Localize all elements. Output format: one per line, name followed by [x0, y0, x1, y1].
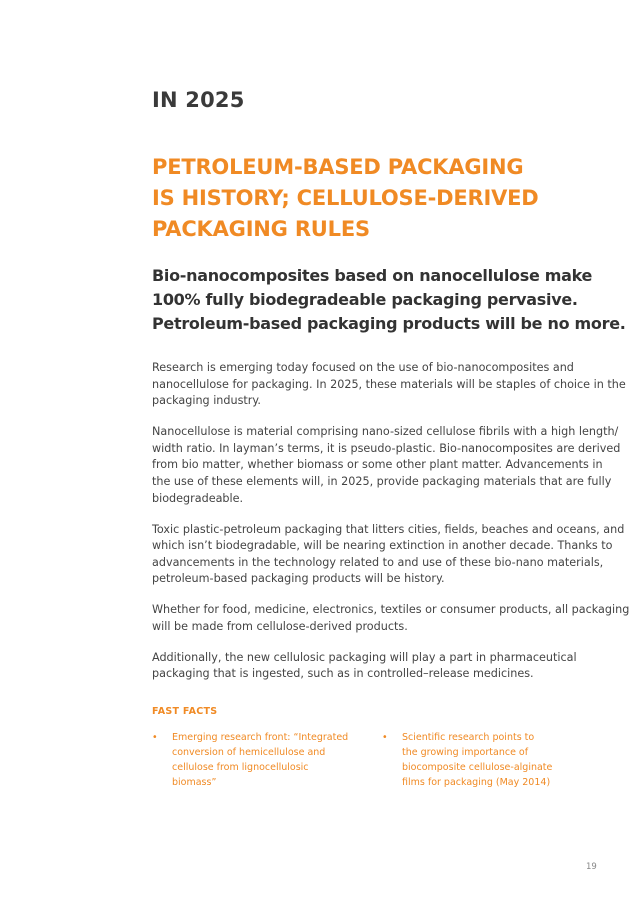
paragraph-line: which isn’t biodegradable, will be nearing extinction in another decade. Thanks to: [152, 539, 613, 553]
fast-fact-line: films for packaging (May 2014): [402, 777, 551, 788]
fast-fact-line: conversion of hemicellulose and: [172, 747, 326, 758]
fast-fact-text: [402, 730, 592, 790]
page-number: 19: [586, 862, 597, 872]
fast-fact-text: [172, 730, 362, 790]
paragraph-line: the use of these elements will, in 2025, provide packaging materials that are fully: [152, 474, 612, 488]
paragraph: [152, 602, 630, 635]
subheading-line: Bio-nanocomposites based on nanocellulose make: [152, 266, 593, 285]
fast-fact-line: cellulose from lignocellulosic: [172, 762, 309, 773]
headline-line: PACKAGING RULES: [152, 217, 370, 241]
paragraph-line: advancements in the technology related to and use of these bio-nano materials,: [152, 555, 604, 569]
fast-fact-line: Emerging research front: “Integrated: [172, 732, 349, 743]
paragraph-line: from bio matter, whether biomass or some other plant matter. Advancements in: [152, 458, 603, 472]
subheading-line: Petroleum-based packaging products will be no more.: [152, 314, 626, 333]
paragraph-line: packaging industry.: [152, 394, 261, 408]
paragraph-line: width ratio. In layman’s terms, it is pseudo-plastic. Bio-nanocomposites are derived: [152, 441, 621, 455]
year-heading: IN 2025: [152, 88, 245, 112]
headline-line: IS HISTORY; CELLULOSE-DERIVED: [152, 186, 539, 210]
paragraph-line: Additionally, the new cellulosic packaging will play a part in pharmaceutical: [152, 650, 577, 664]
fast-fact-line: biocomposite cellulose-alginate: [402, 762, 553, 773]
headline: [152, 152, 612, 245]
paragraph: [152, 360, 626, 410]
paragraph-line: biodegradeable.: [152, 491, 244, 505]
paragraph: [152, 424, 621, 507]
paragraph-line: Toxic plastic-petroleum packaging that litters cities, fields, beaches and oceans, and: [152, 522, 625, 536]
bullet-icon: •: [152, 732, 158, 743]
fast-fact-line: biomass”: [172, 777, 217, 788]
paragraph-line: Nanocellulose is material comprising nano-sized cellulose fibrils with a high length/: [152, 425, 619, 439]
subheading-line: 100% fully biodegradeable packaging pervasive.: [152, 290, 578, 309]
headline-line: PETROLEUM-BASED PACKAGING: [152, 155, 524, 179]
subheading: [152, 264, 626, 336]
paragraph-line: packaging that is ingested, such as in controlled–release medicines.: [152, 667, 534, 681]
bullet-icon: •: [382, 732, 388, 743]
fast-facts-title: FAST FACTS: [152, 706, 218, 717]
fast-fact-line: Scientific research points to: [402, 732, 535, 743]
paragraph-line: Research is emerging today focused on the use of bio-nanocomposites and: [152, 361, 574, 374]
paragraph-line: Whether for food, medicine, electronics, textiles or consumer products, all packaging: [152, 603, 630, 617]
paragraph-line: nanocellulose for packaging. In 2025, these materials will be staples of choice in the: [152, 377, 626, 391]
paragraph-line: will be made from cellulose-derived products.: [152, 619, 408, 633]
paragraph: [152, 650, 602, 683]
paragraph-line: petroleum-based packaging products will be history.: [152, 572, 445, 586]
body-text: [152, 360, 630, 697]
paragraph: [152, 522, 625, 588]
fast-fact-line: the growing importance of: [402, 747, 529, 758]
